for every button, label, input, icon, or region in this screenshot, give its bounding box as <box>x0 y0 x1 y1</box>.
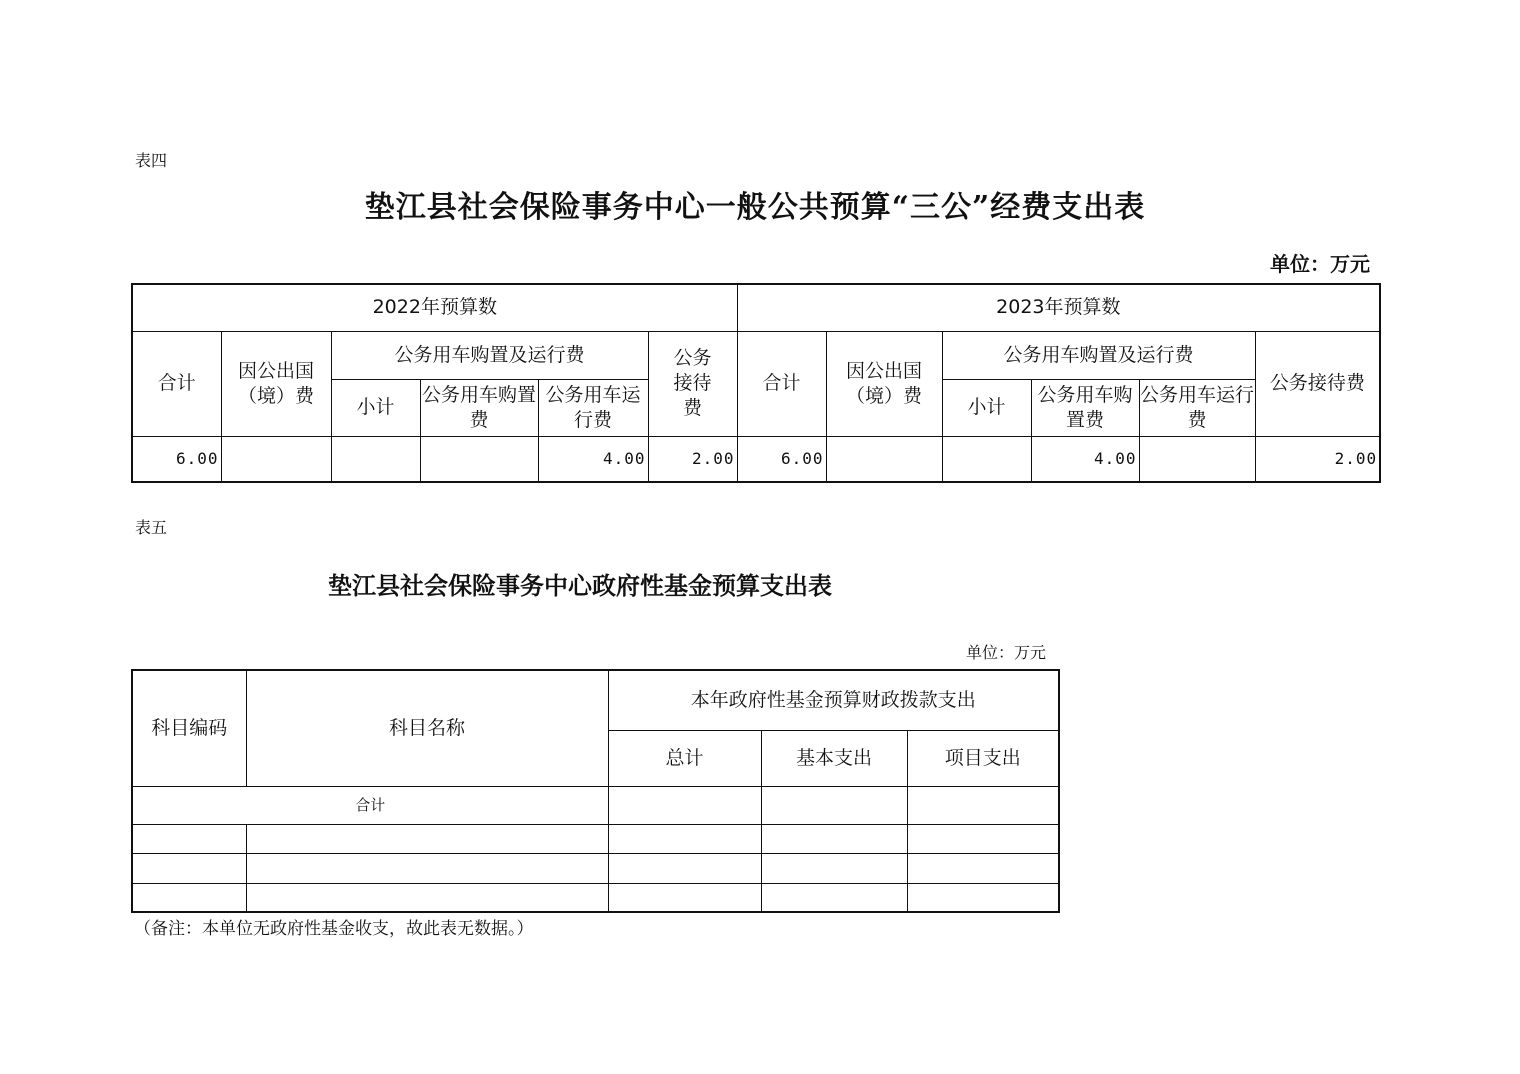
value-2022-purchase <box>420 436 538 482</box>
header-2023-vehicle: 公务用车购置及运行费 <box>942 331 1255 379</box>
table5-title: 垫江县社会保险事务中心政府性基金预算支出表 <box>328 571 832 600</box>
value-2022-total: 6.00 <box>132 436 221 482</box>
row-code <box>132 853 246 883</box>
row-total <box>608 824 761 853</box>
row-project <box>907 824 1059 853</box>
table4-title: 垫江县社会保险事务中心一般公共预算“三公”经费支出表 <box>364 190 1146 225</box>
header-2022-operation: 公务用车运行费 <box>538 379 648 436</box>
header-2022-total: 合计 <box>132 331 221 436</box>
row-basic <box>761 853 907 883</box>
header-project-expenditure: 项目支出 <box>907 730 1059 786</box>
header-2022-abroad: 因公出国（境）费 <box>221 331 331 436</box>
header-2022-purchase: 公务用车购置费 <box>420 379 538 436</box>
header-2023-purchase: 公务用车购置费 <box>1031 379 1139 436</box>
row-basic <box>761 883 907 912</box>
header-2023-abroad: 因公出国（境）费 <box>826 331 942 436</box>
row-project <box>907 853 1059 883</box>
group-header-2022: 2022年预算数 <box>132 284 737 331</box>
value-2022-abroad <box>221 436 331 482</box>
total-row-basic <box>761 786 907 824</box>
value-2022-subtotal <box>331 436 420 482</box>
header-2023-reception: 公务接待费 <box>1255 331 1380 436</box>
row-total <box>608 853 761 883</box>
total-row-total <box>608 786 761 824</box>
header-subject-code: 科目编码 <box>132 670 246 786</box>
row-code <box>132 824 246 853</box>
value-2023-reception: 2.00 <box>1255 436 1380 482</box>
value-2022-operation: 4.00 <box>538 436 648 482</box>
header-2022-reception: 公务接待费 <box>648 331 737 436</box>
row-name <box>246 824 608 853</box>
group-header-2023: 2023年预算数 <box>737 284 1380 331</box>
header-subject-name: 科目名称 <box>246 670 608 786</box>
row-name <box>246 883 608 912</box>
table5-tag: 表五 <box>135 518 168 537</box>
header-2023-operation: 公务用车运行费 <box>1139 379 1255 436</box>
header-fund-expenditure-group: 本年政府性基金预算财政拨款支出 <box>608 670 1059 730</box>
value-2023-purchase: 4.00 <box>1031 436 1139 482</box>
header-total: 总计 <box>608 730 761 786</box>
total-row-label: 合计 <box>132 786 608 824</box>
total-row-project <box>907 786 1059 824</box>
value-2022-reception: 2.00 <box>648 436 737 482</box>
table4-unit: 单位：万元 <box>1270 252 1370 276</box>
value-2023-abroad <box>826 436 942 482</box>
table5-unit: 单位：万元 <box>966 643 1047 662</box>
row-basic <box>761 824 907 853</box>
header-2022-subtotal: 小计 <box>331 379 420 436</box>
table-row <box>132 853 1059 883</box>
header-basic-expenditure: 基本支出 <box>761 730 907 786</box>
header-2022-vehicle: 公务用车购置及运行费 <box>331 331 648 379</box>
row-project <box>907 883 1059 912</box>
row-name <box>246 853 608 883</box>
table-row <box>132 883 1059 912</box>
row-code <box>132 883 246 912</box>
three-public-expenses-table <box>131 283 1381 483</box>
government-fund-expenditure-table <box>131 669 1060 913</box>
value-2023-subtotal <box>942 436 1031 482</box>
header-2023-total: 合计 <box>737 331 826 436</box>
value-2023-operation <box>1139 436 1255 482</box>
table-row <box>132 824 1059 853</box>
header-2023-subtotal: 小计 <box>942 379 1031 436</box>
table5-note: （备注：本单位无政府性基金收支，故此表无数据。） <box>134 919 534 939</box>
row-total <box>608 883 761 912</box>
table4-tag: 表四 <box>135 151 168 170</box>
value-2023-total: 6.00 <box>737 436 826 482</box>
